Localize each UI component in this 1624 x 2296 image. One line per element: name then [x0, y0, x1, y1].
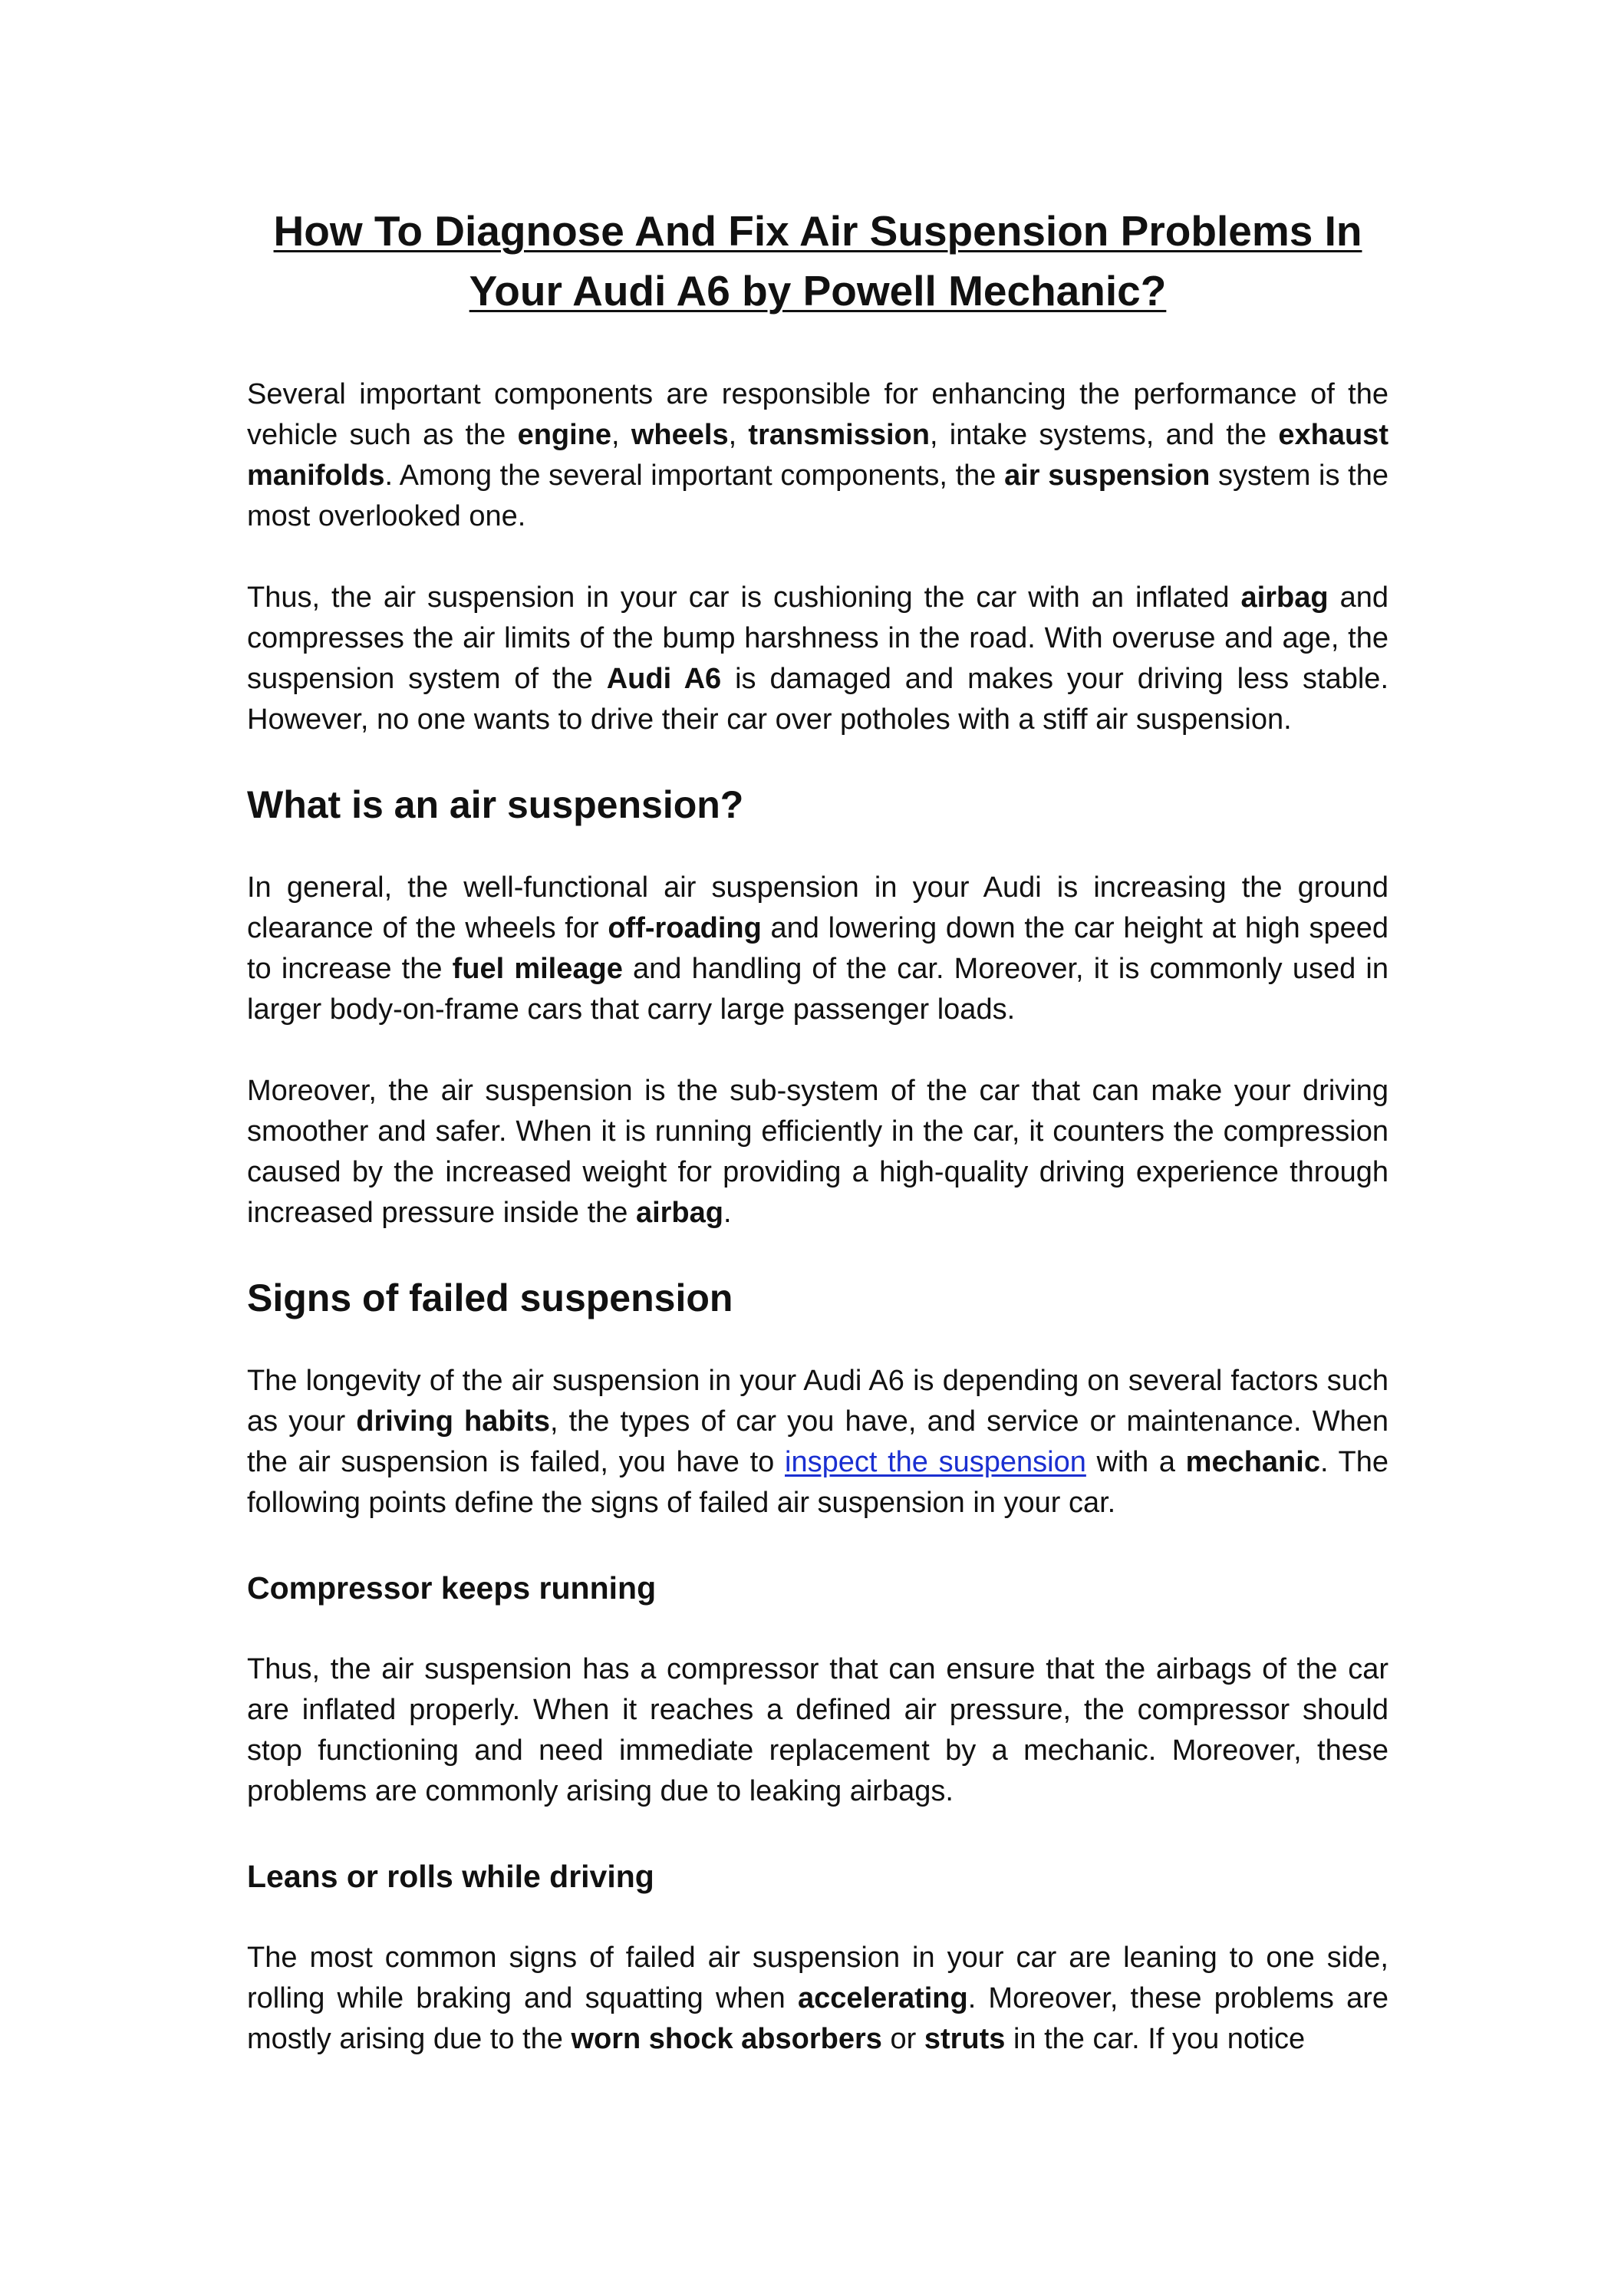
heading-what-is-air-suspension: What is an air suspension?: [247, 783, 744, 826]
paragraph-longevity: The longevity of the air suspension in your Audi A6 is depending on several factors such as your driving habits, the types of car you have, and service or maintenance. When the air suspension is failed, you have to inspect the suspension with a mechanic. The following points define the signs of failed air suspension in your car.: [247, 1365, 1389, 1519]
paragraph-general: In general, the well-functional air suspension in your Audi is increasing the ground clearance of the wheels for off-roading and lowering down the car height at high speed to increase the fuel mileage and handling of the car. Moreover, it is commonly used in larger body-on-frame cars that carry large passenger loads.: [247, 871, 1389, 1026]
heading-compressor-keeps-running: Compressor keeps running: [247, 1570, 657, 1606]
document-title: How To Diagnose And Fix Air Suspension Problems In Your Audi A6 by Powell Mechanic?: [273, 207, 1362, 315]
heading-signs-failed-suspension: Signs of failed suspension: [247, 1276, 733, 1319]
paragraph-airbag: Thus, the air suspension in your car is cushioning the car with an inflated airbag and compresses the air limits of the bump harshness in the road. With overuse and age, the suspension system of the Audi A6 is damaged and makes your driving less stable. However, no one wants to drive their car over potholes with a stiff air suspension.: [247, 581, 1388, 736]
inspect-suspension-link[interactable]: inspect the suspension: [785, 1446, 1086, 1478]
paragraph-leaning: The most common signs of failed air suspension in your car are leaning to one side, rolling while braking and squatting when accelerating. Moreover, these problems are mostly arising due to the worn shock absorbers or struts in the car. If you notice: [247, 1942, 1388, 2055]
paragraph-compressor: Thus, the air suspension has a compressor that can ensure that the airbags of the car are inflated properly. When it reaches a defined air pressure, the compressor should stop functioning and need immediate replacement by a mechanic. Moreover, these problems are commonly arising due to leaking airbags.: [247, 1653, 1388, 1807]
paragraph-intro: Several important components are responsible for enhancing the performance of the vehicle such as the engine, wheels, transmission, intake systems, and the exhaust manifolds. Among the several important components, the air suspension system is the most overlooked one.: [247, 378, 1388, 532]
heading-leans-or-rolls: Leans or rolls while driving: [247, 1859, 654, 1894]
paragraph-subsystem: Moreover, the air suspension is the sub-system of the car that can make your driving smoother and safer. When it is running efficiently in the car, it counters the compression caused by the increased weight for providing a high-quality driving experience through increased pressure inside the airbag.: [247, 1075, 1388, 1229]
document-body: [247, 201, 1388, 2060]
